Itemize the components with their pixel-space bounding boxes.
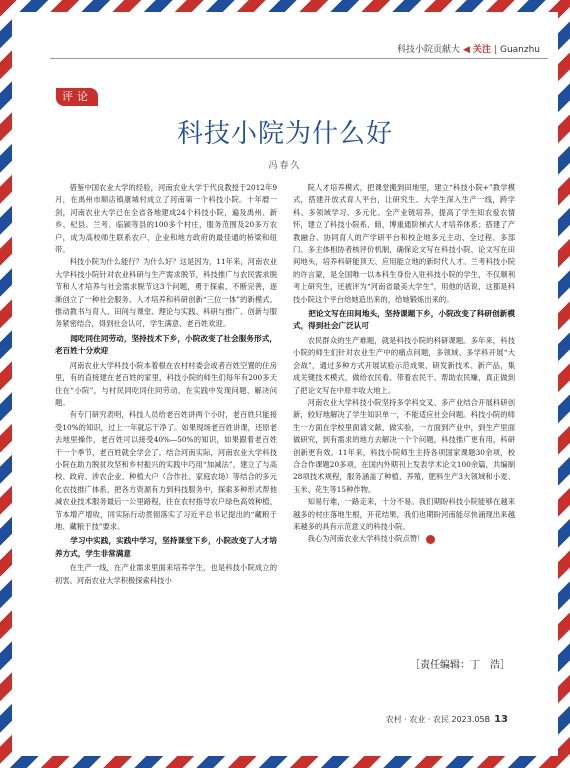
paragraph: 我心为河南农业大学科技小院点赞！: [293, 533, 515, 545]
article-author: 冯春久: [268, 161, 302, 171]
article-column-right: [293, 182, 515, 546]
section-heading: 学习中实践，实践中学习，坚持课堂下乡，小院改变了人才培养方式，学生非常满意: [55, 536, 277, 558]
section-heading: 把论文写在田间地头，坚持课题下乡，小院改变了科研创新模式，得到社会广泛认可: [293, 309, 515, 331]
paragraph: 借鉴中国农业大学的经验，河南农业大学于代良教授于2012年9月，在禹州市顺店镇康城村成立了河南第一个科技小院。十年磨一剑，河南农业大学已在全省各地建成24个科技小院，遍及禹州、新乡、杞县、兰考、临颍等县的100多个村庄，服务范围及20多万农户，成为高校师生联系农户、企业和地方政府的最佳通的桥梁和纽带。: [55, 183, 277, 255]
article-title: 科技小院为什么好: [176, 119, 393, 149]
header-arrow-icon: ◀: [462, 45, 470, 55]
page-number: 13: [494, 714, 508, 725]
paragraph: 河南农业大学科技小院坚持多学科交叉、多产业结合开展科研创新，较好地解决了学生知识单一，不能适应社会问题。科技小院的师生一方面在学校里面请文献、做实验，一方面到产业中，到生产里面做研究，到有需求的地方去解决一个个问题，科技推广更有用，科研创新更有效。11年来，科技小院师生主持各项国家课题30余项，校合合作课题20多项，在国内外期刊上发表学术论文100余篇，共编制28项技术规程，服务涵盖了种植、养殖，肥料生产3大领域和小麦、玉米、花生等15种作物。: [293, 397, 515, 494]
paragraph: 农民群众的生产难题，就是科技小院的科研课题。多年来，科技小院的师生们针对农业生产中的痛点问题，多领域、多学科开展“大会战”，通过多种方式开展试验示范成果、研发新技术、新产品，集成关键技术模式，做给农民看、带着农民干、帮助农民赚，真正做到了把论文写在中原丰收大地上。: [293, 335, 515, 395]
header-rule: [50, 58, 548, 59]
article-column-left: [55, 182, 277, 587]
paragraph: 河南农业大学科技小院本着根在农村村委会或者百姓空置的住房里，有的直接建在老百姓的家里，科技小院的师生们每年有200多天住在“小院”，与村民同吃同住同劳动，在实践中发现问题、解决问题。: [55, 360, 277, 407]
header-column-en: Guanzhu: [499, 45, 540, 55]
paragraph: 在生产一线，在产业需求里面来培养学生，也是科技小院成立的初衷。河南农业大学积极探索科技小: [55, 563, 277, 585]
page-footer: [386, 714, 508, 725]
paragraph: 有专门研究表明，科技人员给老百姓讲两个小时，老百姓只能接受10%的知识，过上一年就忘干净了。如果现场老百姓讲课，还原老去地里操作，老百姓可以接受40%—50%的知识，如果跟着老百姓干一个季节，老百姓就全学会了。结合河南实际，河南农业大学科技小院在助力脱贫攻坚和乡村振兴的实践中巧用“加减法”，建立了与高校、政府、涉农企业、种植大户（合作社、家庭农场）等结合的多元化农技推广体系，把各方资源有力到科技服务中，探索多种形式帮他减农业技术服务最后一公里路程，往在农村指导农户绿色高效种植，节本增产增收，同实际行动贯彻落实了习近平总书记提出的“藏粮于地、藏粮于技”要求。: [55, 410, 277, 531]
header-section: 科技小院贡献大: [396, 45, 460, 55]
page-header: [397, 42, 540, 55]
header-column: 关注: [472, 45, 491, 55]
category-tag: 评论: [56, 88, 98, 106]
end-mark-icon: [426, 535, 435, 544]
paragraph: 知易行难，一路走来，十分不易。我们期盼科技小院能够在越来越多的村庄落地生根，开花结果，我们也期盼河南能尽快涌现出来越来越多的具有示范意义的科技小院。: [293, 497, 515, 531]
paragraph: 院人才培养模式，把课堂搬到田地里，建立“科技小院+”教学模式，搭建开放式育人平台，让研究生、大学生深入生产一线，跨学科、多领域学习、多元化、全产业链培养，提高了学生知农爱农情怀，建立了科技小院系、暗，博重通阶梯式人才培养体系；搭建了产教融合、协同育人的产学研平台和校企地多元主动、全过程、多部门、多主体相协者核评价机制，确保论文写在科技小院、论文写在田间地头，培养科研能顶天、应用能立地的新时代人才。兰考科技小院的许言蒙，是全国唯一以本科生身份入驻科技小院的学生，不仅顺利考上研究生，还被评为“河南省最美大学生”，用他的话说，这都是科技小院这个平台给她造出来的，给她锻炼出来的。: [293, 183, 515, 304]
header-divider: |: [493, 45, 497, 55]
paragraph: 科技小院为什么能行？为什么好？这是因为，11年来，河南农业大学科技小院针对农业科研与生产需求脱节，科技推广与农民需求脱节和人才培养与社会需求脱节这3个问题，勇于探索、不断完善，逐渐创立了一种社会服务、人才培养和科研创新“三位一体”的新模式，推动教书与育人、田间与课堂、理论与实践、科研与推广、创新与服务紧密结合，得到社会认可，学生满意、老百姓欢迎。: [55, 257, 277, 329]
editor-credit: ［责任编辑：丁 浩］: [410, 660, 510, 671]
section-heading: 闻吃同住同劳动，坚持技术下乡，小院改变了社会服务形式，老百姓十分欢迎: [55, 333, 277, 356]
magazine-issue: 农村 · 农业 · 农民 2023.05B: [385, 715, 491, 724]
